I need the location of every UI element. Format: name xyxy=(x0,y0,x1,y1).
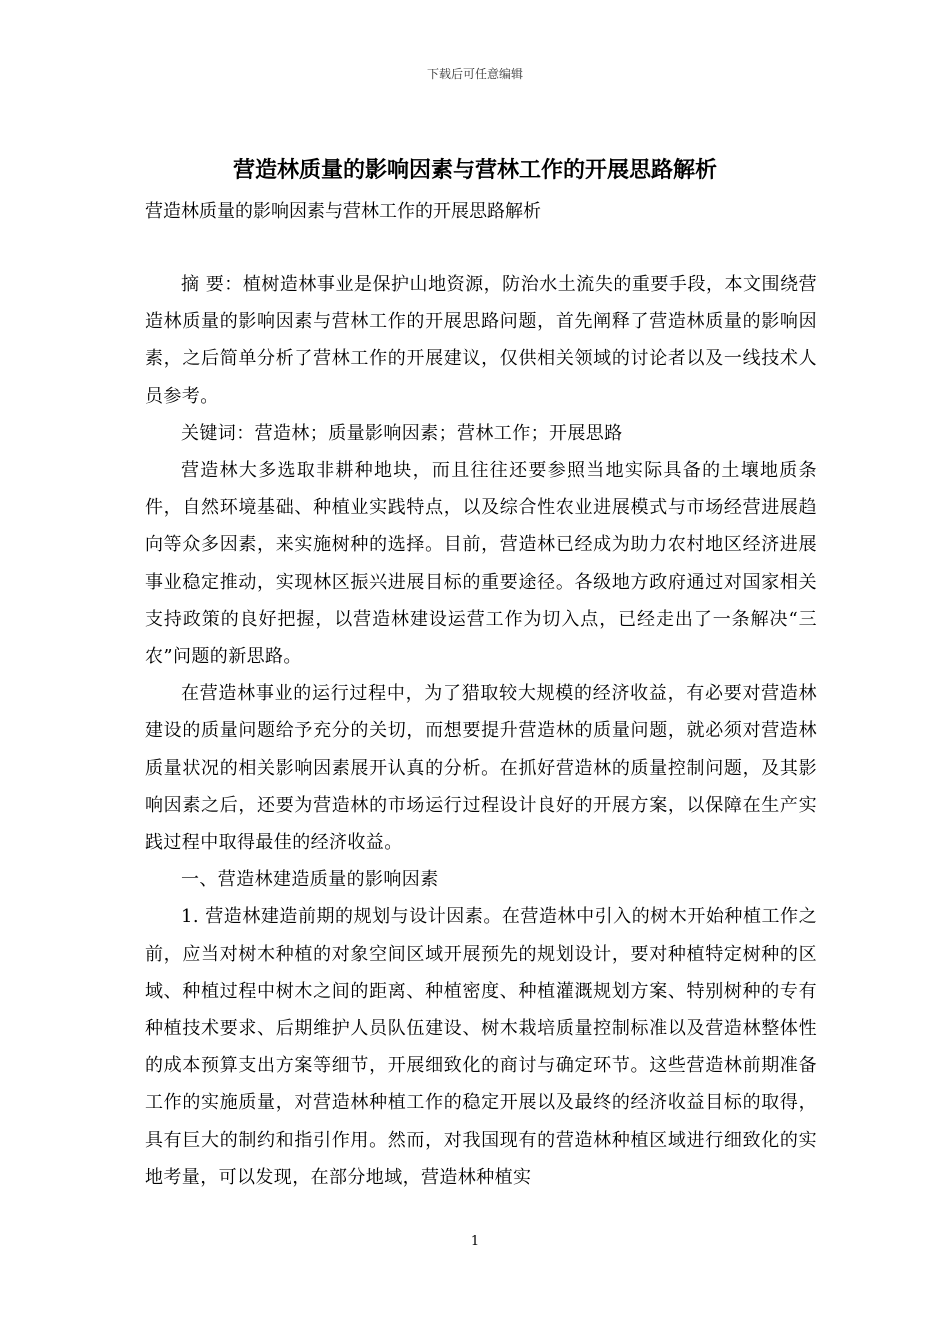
body-paragraph: 营造林大多选取非耕种地块，而且往往还要参照当地实际具备的土壤地质条件，自然环境基础、种植业实践特点，以及综合性农业进展模式与市场经营进展趋向等众多因素，来实施树种的选择。目前，营造林已经成为助力农村地区经济进展事业稳定推动，实现林区振兴进展目标的重要途径。各级地方政府通过对国家相关支持政策的良好把握，以营造林建设运营工作为切入点，已经走出了一条解决“三农”问题的新思路。 xyxy=(145,460,817,668)
document-subtitle: 营造林质量的影响因素与营林工作的开展思路解析 xyxy=(145,201,541,222)
page-header: 下载后可任意编辑 xyxy=(426,67,523,81)
keywords-paragraph: 关键词：营造林；质量影响因素；营林工作；开展思路 xyxy=(181,422,623,444)
abstract-paragraph: 摘 要：植树造林事业是保护山地资源，防治水土流失的重要手段，本文围绕营造林质量的影响因素与营林工作的开展思路问题，首先阐释了营造林质量的影响因素，之后简单分析了营林工作的开展建议，仅供相关领域的讨论者以及一线技术人员参考。 xyxy=(145,274,817,407)
document-title: 营造林质量的影响因素与营林工作的开展思路解析 xyxy=(232,157,717,183)
body-paragraph: 1. 营造林建造前期的规划与设计因素。在营造林中引入的树木开始种植工作之前，应当对树木种植的对象空间区域开展预先的规划设计，要对种植特定树种的区域、种植过程中树木之间的距离、种植密度、种植灌溉规划方案、特别树种的专有种植技术要求、后期维护人员队伍建设、树木栽培质量控制标准以及营造林整体性的成本预算支出方案等细节，开展细致化的商讨与确定环节。这些营造林前期准备工作的实施质量，对营造林种植工作的稳定开展以及最终的经济收益目标的取得，具有巨大的制约和指引作用。然而，对我国现有的营造林种植区域进行细致化的实地考量，可以发现，在部分地域，营造林种植实 xyxy=(145,906,817,1188)
document-body xyxy=(145,266,817,1196)
section-heading: 一、营造林建造质量的影响因素 xyxy=(181,869,439,891)
body-paragraph: 在营造林事业的运行过程中，为了猎取较大规模的经济收益，有必要对营造林建设的质量问题给予充分的关切，而想要提升营造林的质量问题，就必须对营造林质量状况的相关影响因素展开认真的分析。在抓好营造林的质量控制问题，及其影响因素之后，还要为营造林的市场运行过程设计良好的开展方案，以保障在生产实践过程中取得最佳的经济收益。 xyxy=(145,683,817,854)
page-number: 1 xyxy=(470,1234,480,1249)
